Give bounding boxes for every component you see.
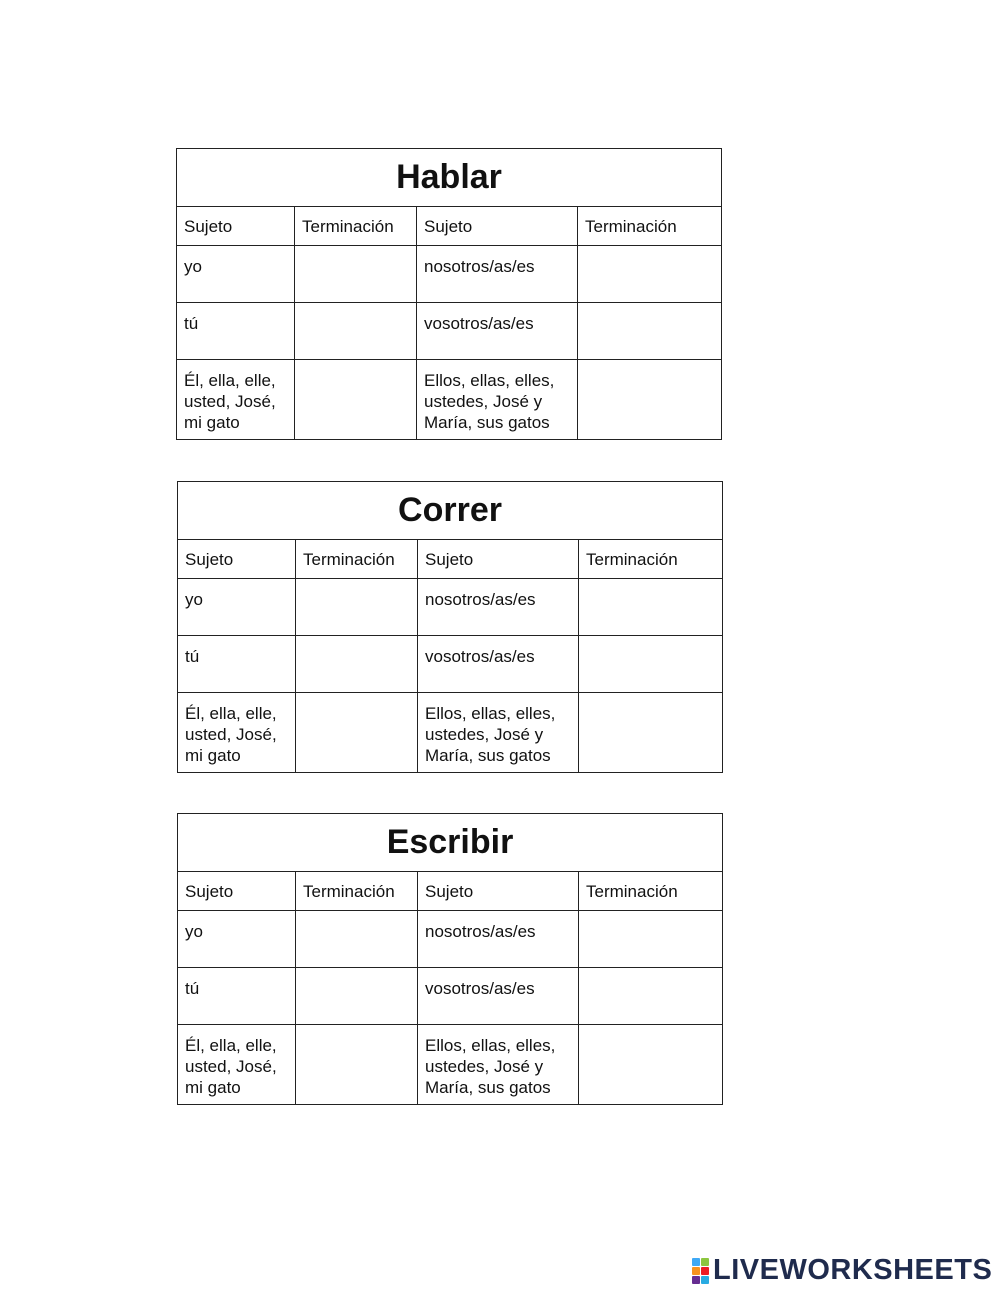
table-title: Correr — [178, 482, 723, 540]
ending-answer-cell[interactable] — [579, 911, 723, 968]
ending-answer-cell[interactable] — [295, 246, 417, 303]
subject-cell: Ellos, ellas, elles, ustedes, José y María, sus gatos — [417, 360, 578, 440]
column-header-subject: Sujeto — [178, 872, 296, 911]
table-header-row — [177, 207, 722, 246]
table-header-row — [178, 872, 723, 911]
table-title: Hablar — [177, 149, 722, 207]
ending-answer-cell[interactable] — [296, 968, 418, 1025]
verb-table-hablar — [176, 148, 722, 440]
ending-answer-cell[interactable] — [579, 693, 723, 773]
table-row — [178, 1025, 723, 1105]
table-row — [177, 360, 722, 440]
subject-cell: nosotros/as/es — [417, 246, 578, 303]
subject-cell: vosotros/as/es — [417, 303, 578, 360]
table-row — [178, 968, 723, 1025]
column-header-subject: Sujeto — [177, 207, 295, 246]
subject-cell: vosotros/as/es — [418, 968, 579, 1025]
column-header-ending: Terminación — [579, 540, 723, 579]
subject-cell: Él, ella, elle, usted, José, mi gato — [177, 360, 295, 440]
subject-cell: yo — [178, 911, 296, 968]
table-row — [178, 911, 723, 968]
table-row — [177, 303, 722, 360]
ending-answer-cell[interactable] — [578, 360, 722, 440]
subject-cell: tú — [178, 968, 296, 1025]
column-header-ending: Terminación — [296, 540, 418, 579]
ending-answer-cell[interactable] — [296, 911, 418, 968]
table-row — [178, 636, 723, 693]
liveworksheets-logo — [692, 1254, 992, 1287]
verb-table-correr — [177, 481, 723, 773]
logo-text: LIVEWORKSHEETS — [713, 1254, 993, 1286]
subject-cell: Él, ella, elle, usted, José, mi gato — [178, 693, 296, 773]
column-header-subject: Sujeto — [417, 207, 578, 246]
column-header-ending: Terminación — [578, 207, 722, 246]
subject-cell: tú — [177, 303, 295, 360]
ending-answer-cell[interactable] — [579, 579, 723, 636]
ending-answer-cell[interactable] — [579, 968, 723, 1025]
subject-cell: tú — [178, 636, 296, 693]
subject-cell: Ellos, ellas, elles, ustedes, José y María, sus gatos — [418, 693, 579, 773]
subject-cell: Ellos, ellas, elles, ustedes, José y María, sus gatos — [418, 1025, 579, 1105]
ending-answer-cell[interactable] — [578, 303, 722, 360]
subject-cell: yo — [177, 246, 295, 303]
subject-cell: nosotros/as/es — [418, 911, 579, 968]
ending-answer-cell[interactable] — [296, 1025, 418, 1105]
ending-answer-cell[interactable] — [579, 636, 723, 693]
liveworksheets-logo-icon — [692, 1258, 709, 1284]
table-row — [178, 693, 723, 773]
column-header-ending: Terminación — [295, 207, 417, 246]
ending-answer-cell[interactable] — [295, 360, 417, 440]
column-header-ending: Terminación — [579, 872, 723, 911]
column-header-ending: Terminación — [296, 872, 418, 911]
verb-table-escribir — [177, 813, 723, 1105]
subject-cell: nosotros/as/es — [418, 579, 579, 636]
ending-answer-cell[interactable] — [579, 1025, 723, 1105]
table-row — [178, 579, 723, 636]
ending-answer-cell[interactable] — [295, 303, 417, 360]
ending-answer-cell[interactable] — [296, 579, 418, 636]
ending-answer-cell[interactable] — [296, 693, 418, 773]
subject-cell: vosotros/as/es — [418, 636, 579, 693]
column-header-subject: Sujeto — [418, 540, 579, 579]
table-title: Escribir — [178, 814, 723, 872]
ending-answer-cell[interactable] — [578, 246, 722, 303]
ending-answer-cell[interactable] — [296, 636, 418, 693]
column-header-subject: Sujeto — [178, 540, 296, 579]
subject-cell: yo — [178, 579, 296, 636]
subject-cell: Él, ella, elle, usted, José, mi gato — [178, 1025, 296, 1105]
table-row — [177, 246, 722, 303]
table-header-row — [178, 540, 723, 579]
column-header-subject: Sujeto — [418, 872, 579, 911]
